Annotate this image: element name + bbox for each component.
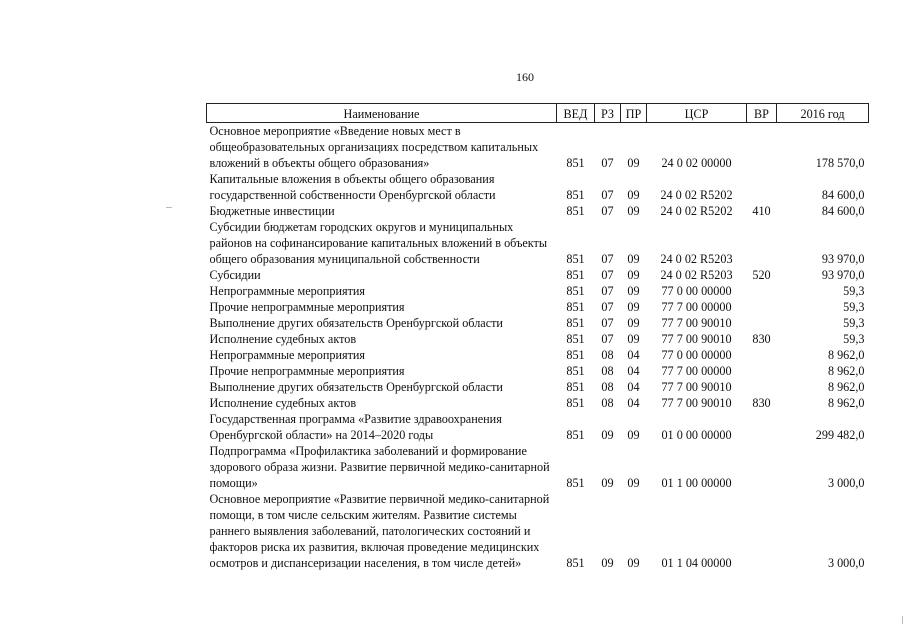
cell-csr: 77 0 00 00000 xyxy=(661,284,732,298)
cell-ved: 851 xyxy=(566,252,585,266)
cell-ved: 851 xyxy=(566,300,585,314)
cell-amount: 59,3 xyxy=(843,316,865,330)
header-name: Наименование xyxy=(207,104,557,123)
cell-rz: 08 xyxy=(601,348,614,362)
cell-name: Непрограммные мероприятия xyxy=(209,284,366,298)
cell-pr: 04 xyxy=(627,396,640,410)
cell-rz: 07 xyxy=(601,156,614,170)
cell-name: Основное мероприятие «Развитие первичной медико-санитарной помощи, в том числе сельским жителям. Развитие системы раннего выявления заболеваний, патологических состояний и факторов риска их развития, включая проведение медицинских осмотров и диспансеризации населения, в том числе детей» xyxy=(209,492,550,570)
header-year: 2016 год xyxy=(777,104,869,123)
cell-csr: 77 7 00 90010 xyxy=(661,380,732,394)
cell-name: Бюджетные инвестиции xyxy=(209,204,335,218)
margin-mark xyxy=(902,616,903,624)
header-vr: ВР xyxy=(747,104,777,123)
cell-amount: 8 962,0 xyxy=(827,396,865,410)
cell-csr: 77 7 00 00000 xyxy=(661,300,732,314)
cell-pr: 09 xyxy=(627,428,640,442)
cell-ved: 851 xyxy=(566,476,585,490)
cell-vr xyxy=(747,347,777,363)
cell-pr: 09 xyxy=(627,556,640,570)
cell-pr: 09 xyxy=(627,188,640,202)
table-row xyxy=(207,315,869,331)
cell-pr: 09 xyxy=(627,284,640,298)
table-row xyxy=(207,123,869,172)
cell-amount: 84 600,0 xyxy=(821,188,865,202)
cell-amount: 93 970,0 xyxy=(821,268,865,282)
cell-rz: 07 xyxy=(601,188,614,202)
cell-rz: 07 xyxy=(601,252,614,266)
cell-name: Государственная программа «Развитие здравоохранения Оренбургской области» на 2014–2020 годы xyxy=(209,412,502,442)
budget-table xyxy=(206,103,869,571)
cell-ved: 851 xyxy=(566,316,585,330)
cell-pr: 09 xyxy=(627,204,640,218)
cell-pr: 09 xyxy=(627,156,640,170)
cell-amount: 59,3 xyxy=(843,284,865,298)
table-row xyxy=(207,395,869,411)
table-row xyxy=(207,203,869,219)
table-row xyxy=(207,363,869,379)
cell-csr: 77 0 00 00000 xyxy=(661,348,732,362)
table-row xyxy=(207,283,869,299)
cell-ved: 851 xyxy=(566,556,585,570)
cell-ved: 851 xyxy=(566,188,585,202)
table-row xyxy=(207,331,869,347)
cell-vr xyxy=(747,443,777,491)
cell-pr: 09 xyxy=(627,332,640,346)
cell-ved: 851 xyxy=(566,396,585,410)
table-row xyxy=(207,411,869,443)
cell-ved: 851 xyxy=(566,428,585,442)
cell-name: Субсидии xyxy=(209,268,261,282)
cell-csr: 77 7 00 90010 xyxy=(661,332,732,346)
cell-amount: 3 000,0 xyxy=(827,556,865,570)
cell-name: Прочие непрограммные мероприятия xyxy=(209,364,405,378)
cell-amount: 93 970,0 xyxy=(821,252,865,266)
cell-csr: 01 1 00 00000 xyxy=(661,476,732,490)
cell-rz: 09 xyxy=(601,556,614,570)
table-row xyxy=(207,347,869,363)
cell-rz: 07 xyxy=(601,300,614,314)
cell-ved: 851 xyxy=(566,380,585,394)
cell-amount: 8 962,0 xyxy=(827,380,865,394)
cell-name: Субсидии бюджетам городских округов и муниципальных районов на софинансирование капитальных вложений в объекты общего образования муниципальной собственности xyxy=(209,220,548,266)
cell-pr: 04 xyxy=(627,380,640,394)
cell-pr: 04 xyxy=(627,364,640,378)
cell-pr: 09 xyxy=(627,300,640,314)
cell-ved: 851 xyxy=(566,364,585,378)
cell-rz: 07 xyxy=(601,316,614,330)
table-row xyxy=(207,443,869,491)
cell-csr: 01 1 04 00000 xyxy=(661,556,732,570)
cell-name: Исполнение судебных актов xyxy=(209,332,357,346)
header-csr: ЦСР xyxy=(647,104,747,123)
cell-rz: 08 xyxy=(601,380,614,394)
cell-vr xyxy=(747,363,777,379)
cell-csr: 24 0 02 00000 xyxy=(661,156,732,170)
cell-vr xyxy=(747,491,777,571)
cell-vr: 520 xyxy=(752,268,771,282)
cell-rz: 07 xyxy=(601,284,614,298)
cell-rz: 07 xyxy=(601,268,614,282)
header-pr: ПР xyxy=(621,104,647,123)
cell-csr: 24 0 02 R5202 xyxy=(660,188,733,202)
cell-amount: 299 482,0 xyxy=(815,428,865,442)
cell-pr: 04 xyxy=(627,348,640,362)
cell-vr xyxy=(747,283,777,299)
cell-csr: 77 7 00 00000 xyxy=(661,364,732,378)
cell-ved: 851 xyxy=(566,284,585,298)
cell-csr: 77 7 00 90010 xyxy=(661,396,732,410)
cell-rz: 07 xyxy=(601,204,614,218)
cell-amount: 84 600,0 xyxy=(821,204,865,218)
cell-name: Подпрограмма «Профилактика заболеваний и формирование здорового образа жизни. Развитие первичной медико-санитарной помощи» xyxy=(209,444,550,490)
cell-ved: 851 xyxy=(566,348,585,362)
cell-csr: 24 0 02 R5203 xyxy=(660,268,733,282)
cell-rz: 08 xyxy=(601,396,614,410)
cell-pr: 09 xyxy=(627,476,640,490)
cell-pr: 09 xyxy=(627,268,640,282)
margin-mark xyxy=(166,207,172,208)
cell-name: Основное мероприятие «Введение новых мест в общеобразовательных организациях посредством капитальных вложений в объекты общего образования» xyxy=(209,124,539,170)
header-rz: РЗ xyxy=(595,104,621,123)
cell-rz: 07 xyxy=(601,332,614,346)
cell-amount: 3 000,0 xyxy=(827,476,865,490)
cell-vr xyxy=(747,219,777,267)
cell-vr: 410 xyxy=(752,204,771,218)
cell-vr xyxy=(747,171,777,203)
cell-csr: 01 0 00 00000 xyxy=(661,428,732,442)
cell-pr: 09 xyxy=(627,316,640,330)
cell-rz: 09 xyxy=(601,476,614,490)
cell-name: Исполнение судебных актов xyxy=(209,396,357,410)
cell-amount: 178 570,0 xyxy=(815,156,865,170)
cell-name: Выполнение других обязательств Оренбургской области xyxy=(209,316,503,330)
cell-ved: 851 xyxy=(566,268,585,282)
cell-name: Выполнение других обязательств Оренбургской области xyxy=(209,380,503,394)
table-row xyxy=(207,299,869,315)
table-row xyxy=(207,219,869,267)
cell-ved: 851 xyxy=(566,204,585,218)
table-row xyxy=(207,491,869,571)
cell-amount: 8 962,0 xyxy=(827,364,865,378)
cell-csr: 24 0 02 R5202 xyxy=(660,204,733,218)
cell-name: Капитальные вложения в объекты общего образования государственной собственности Оренбургской области xyxy=(209,172,496,202)
cell-vr xyxy=(747,123,777,172)
cell-ved: 851 xyxy=(566,332,585,346)
cell-rz: 08 xyxy=(601,364,614,378)
table-row xyxy=(207,379,869,395)
cell-amount: 59,3 xyxy=(843,332,865,346)
cell-ved: 851 xyxy=(566,156,585,170)
cell-rz: 09 xyxy=(601,428,614,442)
cell-amount: 8 962,0 xyxy=(827,348,865,362)
cell-vr xyxy=(747,379,777,395)
page-number: 160 xyxy=(516,70,534,84)
cell-vr xyxy=(747,315,777,331)
cell-name: Непрограммные мероприятия xyxy=(209,348,366,362)
table-row xyxy=(207,171,869,203)
header-ved: ВЕД xyxy=(557,104,595,123)
table-header-row xyxy=(207,104,869,123)
cell-vr: 830 xyxy=(752,332,771,346)
cell-vr xyxy=(747,299,777,315)
cell-name: Прочие непрограммные мероприятия xyxy=(209,300,405,314)
cell-vr: 830 xyxy=(752,396,771,410)
cell-csr: 77 7 00 90010 xyxy=(661,316,732,330)
table-row xyxy=(207,267,869,283)
cell-pr: 09 xyxy=(627,252,640,266)
cell-amount: 59,3 xyxy=(843,300,865,314)
cell-csr: 24 0 02 R5203 xyxy=(660,252,733,266)
cell-vr xyxy=(747,411,777,443)
